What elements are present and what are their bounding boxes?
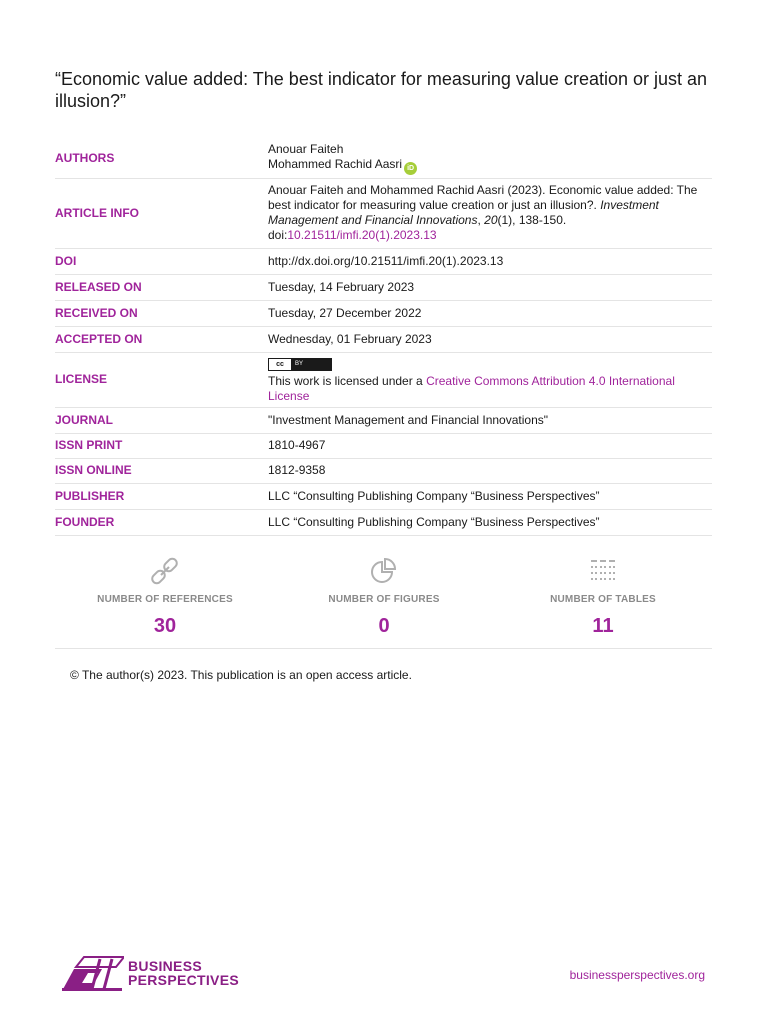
cc-by-badge-icon[interactable]: cc BY [268,358,332,371]
brand-line-1: BUSINESS [128,958,202,974]
issn-print-label: ISSN PRINT [55,438,123,452]
issn-print-value: 1810-4967 [268,438,326,452]
tables-count: 11 [592,615,614,637]
journal-value: "Investment Management and Financial Innovations" [268,412,549,427]
doi-label: DOI [55,253,77,268]
copyright-notice: © The author(s) 2023. This publication is an open access article. [70,668,412,682]
author-name[interactable]: Anouar Faiteh [268,142,344,157]
references-count: 30 [153,615,177,637]
founder-value: LLC “Consulting Publishing Company “Business Perspectives” [268,514,600,529]
doi-value[interactable]: http://dx.doi.org/10.21511/imfi.20(1).2023.13 [268,253,504,268]
license-text: This work is licensed under a [268,374,427,388]
journal-label: JOURNAL [55,412,114,427]
released-value: Tuesday, 14 February 2023 [268,279,415,294]
author-name[interactable]: Mohammed Rachid Aasri [268,157,403,172]
publisher-row [55,483,712,509]
accepted-label: ACCEPTED ON [55,331,143,346]
article-info-value: Anouar Faiteh and Mohammed Rachid Aasri (2023). Economic value added: The best indicator for measuring value creation or just an illusion?. Investment Management and Financial Innovations, 20(1), 138-150. doi:10.21511/imfi.20(1).2023.13 [268,183,698,242]
license-row [55,352,712,407]
received-label: RECEIVED ON [55,305,138,320]
issn-online-value: 1812-9358 [268,463,326,477]
issn-online-row [55,458,712,483]
website-link[interactable]: businessperspectives.org [569,968,705,982]
received-value: Tuesday, 27 December 2022 [268,305,422,320]
article-stats [55,556,712,649]
brand-line-2: PERSPECTIVES [128,972,239,988]
doi-link[interactable]: 10.21511/imfi.20(1).2023.13 [287,228,437,242]
founder-row [55,509,712,535]
references-label: NUMBER OF REFERENCES [97,594,233,605]
link-icon [65,556,265,586]
authors-label: AUTHORS [55,151,115,166]
released-label: RELEASED ON [55,279,142,294]
released-row [55,274,712,300]
publisher-value: LLC “Consulting Publishing Company “Business Perspectives” [268,488,600,503]
article-info-row [55,178,712,248]
table-icon [503,556,703,586]
publisher-label: PUBLISHER [55,488,125,503]
bp-logo-icon [62,955,124,991]
doi-row [55,248,712,274]
issn-print-row [55,433,712,458]
accepted-value: Wednesday, 01 February 2023 [268,331,432,346]
license-label: LICENSE [55,372,108,386]
license-link[interactable]: Creative Commons Attribution 4.0 International License [268,374,675,403]
authors-row [55,140,712,178]
business-perspectives-logo[interactable] [62,955,239,991]
tables-label: NUMBER OF TABLES [550,594,656,605]
article-metadata-table [55,140,712,536]
journal-row [55,407,712,433]
founder-label: FOUNDER [55,514,115,529]
article-title: “Economic value added: The best indicator for measuring value creation or just an illusion?” [55,69,708,111]
license-value [268,352,712,407]
authors-value [268,140,712,178]
accepted-row [55,326,712,352]
figures-count: 0 [378,615,390,637]
tables-stat [503,556,703,638]
received-row [55,300,712,326]
pie-chart-icon [284,556,484,586]
article-info-label: ARTICLE INFO [55,205,139,220]
figures-stat [284,556,484,638]
figures-label: NUMBER OF FIGURES [328,594,440,605]
issn-online-label: ISSN ONLINE [55,463,132,477]
references-stat [65,556,265,638]
orcid-icon[interactable]: iD [404,162,417,175]
